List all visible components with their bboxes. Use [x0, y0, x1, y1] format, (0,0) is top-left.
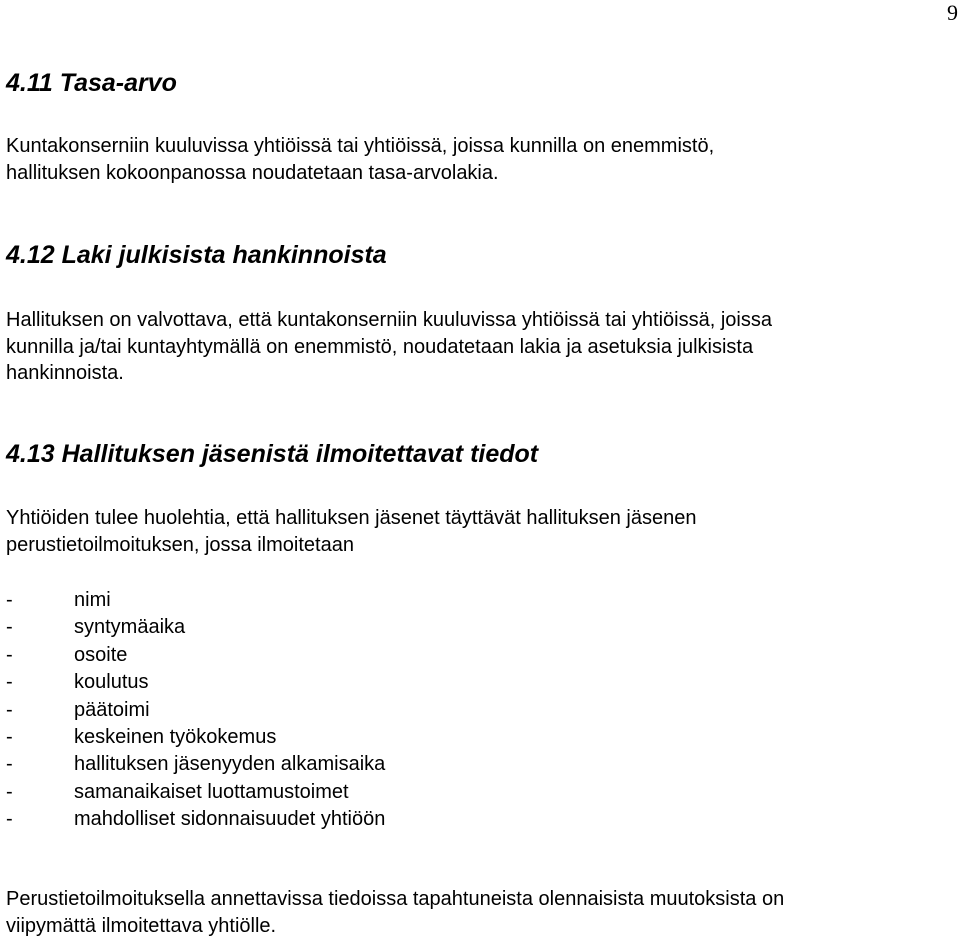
- list-item-text: päätoimi: [74, 698, 150, 721]
- paragraph-line: Hallituksen on valvottava, että kuntakonserniin kuuluvissa yhtiöissä tai yhtiöissä, joissa: [6, 309, 772, 331]
- section-heading-tasa-arvo: 4.11 Tasa-arvo: [6, 69, 177, 97]
- list-marker: -: [6, 671, 13, 694]
- list-item-text: keskeinen työkokemus: [74, 725, 277, 748]
- list-marker: -: [6, 698, 13, 721]
- section-heading-ilmoitettavat-tiedot: 4.13 Hallituksen jäsenistä ilmoitettavat tiedot: [6, 440, 539, 468]
- list-marker: -: [6, 616, 13, 639]
- paragraph-line: Perustietoilmoituksella annettavissa tiedoissa tapahtuneista olennaisista muutoksista on: [6, 888, 785, 910]
- list-item-text: mahdolliset sidonnaisuudet yhtiöön: [74, 808, 386, 831]
- section-paragraph-julkiset-hankinnat: [6, 307, 951, 387]
- paragraph-line: Yhtiöiden tulee huolehtia, että hallituksen jäsenet täyttävät hallituksen jäsenen: [6, 507, 697, 529]
- paragraph-line: hankinnoista.: [6, 362, 124, 384]
- list-marker: -: [6, 808, 13, 831]
- list-item-text: syntymäaika: [74, 616, 186, 639]
- paragraph-line: perustietoilmoituksen, jossa ilmoitetaan: [6, 533, 354, 556]
- section-paragraph-tasa-arvo: [6, 133, 951, 186]
- list-marker: -: [6, 780, 13, 803]
- list-marker: -: [6, 643, 13, 666]
- paragraph-line: kunnilla ja/tai kuntayhtymällä on enemmistö, noudatetaan lakia ja asetuksia julkisista: [6, 335, 754, 358]
- list-marker: -: [6, 589, 13, 611]
- list-item-text: osoite: [74, 643, 128, 666]
- paragraph-line: hallituksen kokoonpanossa noudatetaan tasa-arvolakia.: [6, 161, 499, 184]
- section-paragraph-ilmoitettavat-tiedot: [6, 505, 951, 558]
- section-heading-julkiset-hankinnat: 4.12 Laki julkisista hankinnoista: [6, 241, 387, 269]
- paragraph-line: viipymättä ilmoitettava yhtiölle.: [6, 914, 277, 937]
- list-item-text: nimi: [74, 589, 111, 611]
- list-marker: -: [6, 753, 13, 776]
- list-item-text: hallituksen jäsenyyden alkamisaika: [74, 753, 386, 776]
- page-number: 9: [947, 0, 958, 25]
- closing-paragraph: [6, 886, 951, 939]
- paragraph-line: Kuntakonserniin kuuluvissa yhtiöissä tai yhtiöissä, joissa kunnilla on enemmistö,: [6, 135, 715, 157]
- list-item-text: samanaikaiset luottamustoimet: [74, 780, 349, 803]
- list-item-text: koulutus: [74, 671, 149, 694]
- list-marker: -: [6, 725, 13, 748]
